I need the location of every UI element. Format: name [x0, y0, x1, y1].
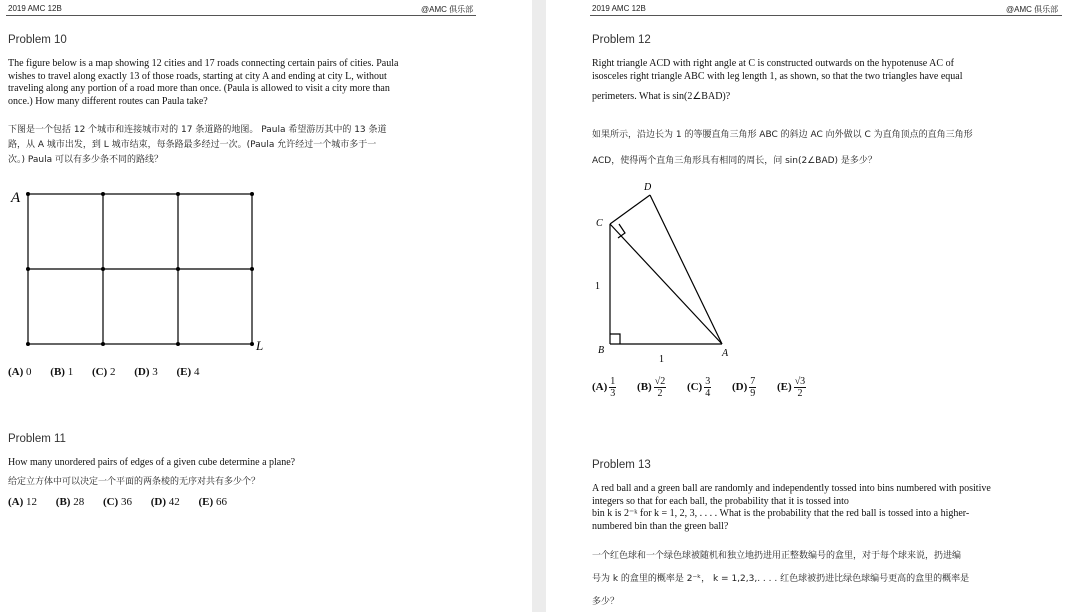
text-line: isosceles right triangle ABC with leg length 1, as shown, so that the two triangles have equal — [592, 70, 963, 82]
text-line: 多少？ — [592, 597, 620, 607]
choice-c: (C) $\frac{3}{4}$ — [686, 376, 711, 399]
choice-a: (A) 0 — [8, 366, 32, 378]
city-a-label: A — [11, 190, 21, 206]
leg-bc-label: 1 — [595, 281, 600, 292]
problem-12-text-en — [592, 58, 963, 104]
fraction: $\frac{√2}{2}$ — [654, 376, 666, 399]
text-line: traveling along any portion of a road more than once. (Paula is allowed to visit a city more than — [8, 83, 390, 94]
problem-13-title: Problem 13 — [592, 459, 651, 471]
problem-11-text-cn: 给定立方体中可以决定一个平面的两条棱的无序对共有多少个？ — [8, 477, 261, 487]
fraction: $\frac{1}{3}$ — [610, 376, 616, 399]
text-line: 如果所示，沿边长为 1 的等腰直角三角形 ABC 的斜边 AC 向外做以 C 为直角顶点的直角三角形 — [592, 130, 973, 140]
text-line: perimeters. What is sin(2∠BAD)? — [592, 91, 731, 102]
text-line: A red ball and a green ball are randomly and independently tossed into bins numbered with positive — [592, 483, 991, 494]
choice-d: (D) 42 — [150, 496, 180, 508]
problem-10-title: Problem 10 — [8, 34, 67, 46]
problem-10-choices — [8, 366, 215, 378]
problem-11-text-en: How many unordered pairs of edges of a given cube determine a plane? — [8, 457, 296, 468]
problem-11-title: Problem 11 — [8, 433, 66, 445]
text-line: numbered bin than the green ball? — [592, 520, 729, 532]
choice-d: (D) $\frac{7}{9}$ — [731, 376, 756, 399]
choice-b: (B) $\frac{√2}{2}$ — [637, 376, 666, 399]
choice-b: (B) 28 — [55, 496, 85, 508]
choice-c: (C) 36 — [102, 496, 132, 508]
page-right — [546, 0, 1080, 612]
text-line: wishes to travel along exactly 13 of those roads, starting at city A and ending at city L, without — [8, 70, 387, 82]
vertex-c-label: C — [596, 218, 603, 229]
choice-d: (D) 3 — [134, 366, 158, 378]
header-right: @AMC 俱乐部 — [1006, 5, 1059, 14]
problem-13-text-en — [592, 483, 991, 533]
leg-ba-label: 1 — [659, 354, 664, 365]
fraction: $\frac{3}{4}$ — [705, 376, 711, 399]
text-line: Right triangle ACD with right angle at C is constructed outwards on the hypotenuse AC of — [592, 58, 954, 69]
vertex-b-label: B — [598, 345, 605, 356]
vertex-a-label: A — [722, 348, 729, 359]
problem-11-choices — [8, 496, 243, 508]
triangle-lines — [610, 195, 722, 344]
text-line: 号为 k 的盒里的概率是 2⁻ᵏ， k = 1,2,3,. . . . 红色球被扔进比绿色球编号更高的盒里的概率是 — [592, 574, 970, 584]
fraction: $\frac{7}{9}$ — [750, 376, 756, 399]
problem-10-text-cn — [8, 123, 387, 168]
problem-12-choices — [592, 376, 824, 399]
text-line: The figure below is a map showing 12 cities and 17 roads connecting certain pairs of cities. Paula — [8, 58, 399, 69]
problem-10-text-en — [8, 58, 398, 108]
choice-e: (E) 4 — [176, 366, 200, 378]
header-rule — [6, 15, 476, 16]
text-line: 下图是一个包括 12 个城市和连接城市对的 17 条道路的地图。 Paula 希望游历其中的 13 条道 — [8, 125, 387, 135]
road-grid — [28, 194, 252, 344]
text-line: 次。) Paula 可以有多少条不同的路线？ — [8, 155, 163, 165]
problem-12-text-cn — [592, 122, 973, 174]
fraction: $\frac{√3}{2}$ — [794, 376, 806, 399]
header-right: @AMC 俱乐部 — [421, 5, 474, 14]
choice-a: (A) $\frac{1}{3}$ — [592, 376, 616, 399]
choice-e: (E) $\frac{√3}{2}$ — [777, 376, 806, 399]
text-line: ACD，使得两个直角三角形具有相同的周长，问 sin(2∠BAD) 是多少？ — [592, 156, 877, 166]
text-line: integers so that for each ball, the probability that it is tossed into — [592, 495, 849, 507]
text-line: once.) How many different routes can Paula take? — [8, 95, 208, 107]
problem-13-text-cn — [592, 545, 969, 612]
triangle-figure — [592, 176, 742, 366]
choice-a: (A) 12 — [8, 496, 38, 508]
choice-e: (E) 66 — [198, 496, 227, 508]
choice-c: (C) 2 — [91, 366, 116, 378]
city-map-figure — [6, 184, 276, 354]
header-rule — [590, 15, 1062, 16]
text-line: 一个红色球和一个绿色球被随机和独立地扔进用正整数编号的盒里，对于每个球来说，扔进编 — [592, 551, 962, 561]
vertex-d-label: D — [644, 182, 652, 193]
header-left: 2019 AMC 12B — [8, 4, 62, 13]
text-line: bin k is 2⁻ᵏ for k = 1, 2, 3, . . . . What is the probability that the red ball is tossed into a higher- — [592, 508, 970, 519]
header-left: 2019 AMC 12B — [592, 4, 646, 13]
city-l-label: L — [256, 338, 264, 353]
choice-b: (B) 1 — [50, 366, 74, 378]
text-line: 路，从 A 城市出发，到 L 城市结束，每条路最多经过一次。(Paula 允许经过一个城市多于一 — [8, 140, 377, 150]
problem-12-title: Problem 12 — [592, 34, 651, 46]
page-left — [0, 0, 532, 612]
